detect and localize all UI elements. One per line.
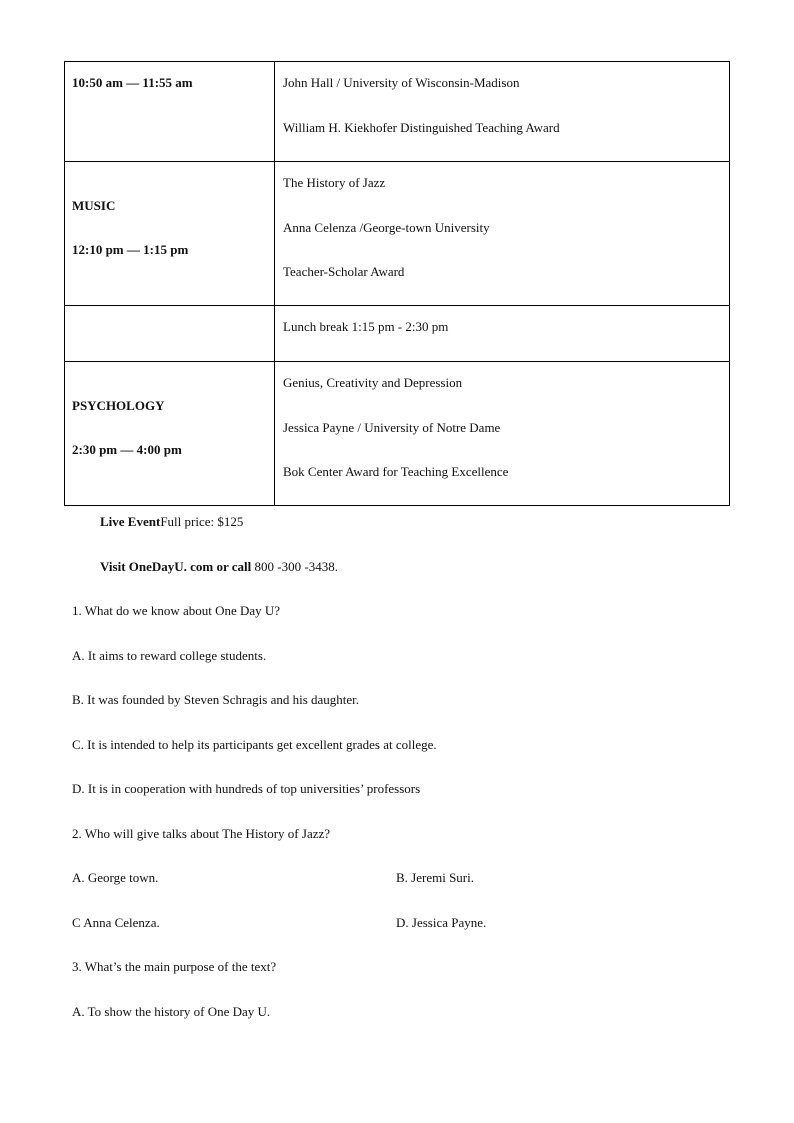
schedule-table [64,61,730,506]
row-4-topic: Genius, Creativity and Depression [283,375,463,390]
question-1-option-d: D. It is in cooperation with hundreds of top universities’ professors [72,781,421,796]
row-2-time: 12:10 pm — 1:15 pm [72,242,189,257]
price-text: Full price: $125 [160,514,244,529]
row-4-detail-cell [275,362,730,506]
question-2-option-a: A. George town. [72,870,159,885]
question-3-option-a: A. To show the history of One Day U. [72,1004,271,1019]
row-1-detail-cell [275,62,730,162]
schedule-row-3 [65,306,730,362]
schedule-row-1 [65,62,730,162]
question-2-option-d: D. Jessica Payne. [396,915,487,930]
row-2-speaker: Anna Celenza /George-town University [283,220,490,235]
live-event-label: Live Event [100,514,161,529]
row-2-time-cell [65,162,275,306]
question-1-option-b: B. It was founded by Steven Schragis and his daughter. [72,692,360,707]
row-4-speaker: Jessica Payne / University of Notre Dame [283,420,501,435]
row-2-subject: MUSIC [72,198,116,213]
row-3-detail-cell [275,306,730,362]
visit-label: Visit OneDayU. com or call [100,559,255,574]
row-4-time-cell [65,362,275,506]
visit-line [100,559,338,575]
row-1-speaker: John Hall / University of Wisconsin-Madison [283,75,520,90]
row-3-time-cell [65,306,275,362]
schedule-row-4 [65,362,730,506]
live-event-line [100,514,243,530]
row-1-time: 10:50 am — 11:55 am [72,75,193,90]
row-4-time: 2:30 pm — 4:00 pm [72,442,182,457]
schedule-row-2 [65,162,730,306]
question-3: 3. What’s the main purpose of the text? [72,959,277,974]
question-1-option-a: A. It aims to reward college students. [72,648,267,663]
row-2-topic: The History of Jazz [283,175,386,190]
question-2: 2. Who will give talks about The History of Jazz? [72,826,331,841]
lunch-break: Lunch break 1:15 pm - 2:30 pm [283,319,449,334]
row-1-award: William H. Kiekhofer Distinguished Teaching Award [283,120,560,135]
row-4-subject: PSYCHOLOGY [72,398,165,413]
phone-number: 800 -300 -3438. [254,559,338,574]
question-1: 1. What do we know about One Day U? [72,603,281,618]
question-2-option-c: C Anna Celenza. [72,915,160,930]
question-1-option-c: C. It is intended to help its participants get excellent grades at college. [72,737,437,752]
row-2-detail-cell [275,162,730,306]
row-4-award: Bok Center Award for Teaching Excellence [283,464,509,479]
row-1-time-cell [65,62,275,162]
row-2-award: Teacher-Scholar Award [283,264,405,279]
question-2-option-b: B. Jeremi Suri. [396,870,474,885]
